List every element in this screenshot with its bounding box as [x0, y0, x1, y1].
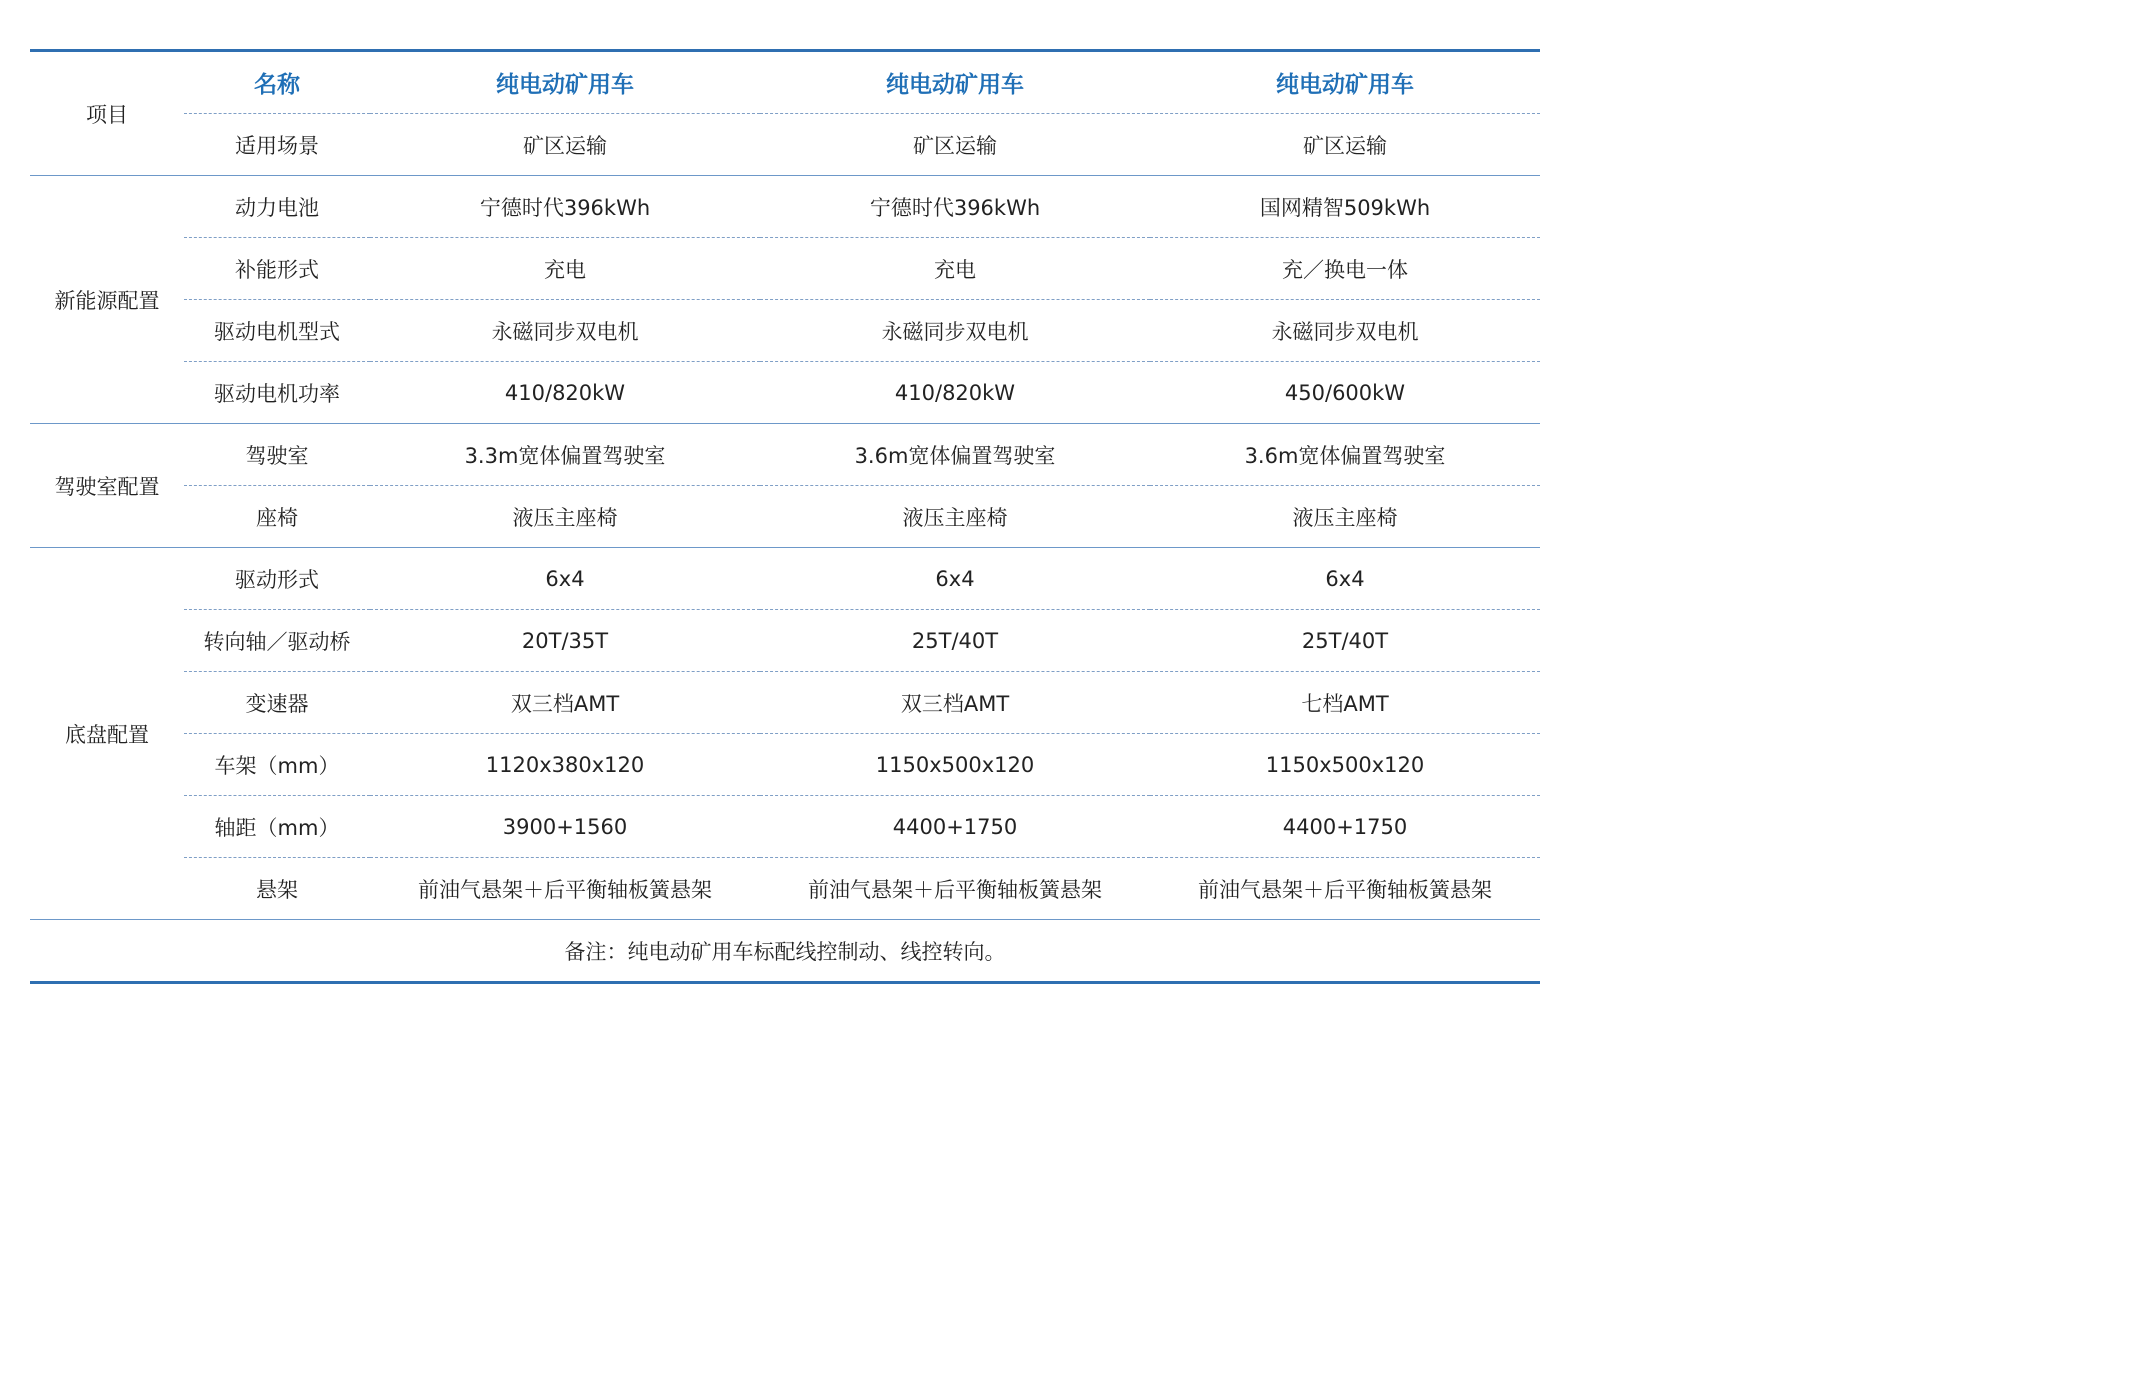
cell-value: 宁德时代396kWh — [760, 176, 1150, 238]
table-row — [30, 176, 1540, 238]
cell-value: 国网精智509kWh — [1150, 176, 1540, 238]
model-header: 纯电动矿用车 — [760, 51, 1150, 114]
spec-table — [30, 49, 1540, 984]
row-label: 驱动电机型式 — [184, 300, 370, 362]
cell-value: 4400+1750 — [1150, 796, 1540, 858]
cell-value: 410/820kW — [370, 362, 760, 424]
row-label: 驱动形式 — [184, 548, 370, 610]
row-label: 轴距（mm） — [184, 796, 370, 858]
cell-value: 6x4 — [370, 548, 760, 610]
cell-value: 410/820kW — [760, 362, 1150, 424]
row-label: 驾驶室 — [184, 424, 370, 486]
row-label: 转向轴／驱动桥 — [184, 610, 370, 672]
cell-value: 充电 — [760, 238, 1150, 300]
cell-value: 前油气悬架＋后平衡轴板簧悬架 — [760, 858, 1150, 920]
cell-value: 3.3m宽体偏置驾驶室 — [370, 424, 760, 486]
cell-value: 6x4 — [1150, 548, 1540, 610]
cell-value: 宁德时代396kWh — [370, 176, 760, 238]
cell-value: 矿区运输 — [370, 114, 760, 176]
section-group-cell: 新能源配置 — [30, 176, 184, 424]
row-label: 座椅 — [184, 486, 370, 548]
table-row — [30, 486, 1540, 548]
table-row — [30, 362, 1540, 424]
table-row — [30, 672, 1540, 734]
cell-value: 永磁同步双电机 — [760, 300, 1150, 362]
cell-value: 永磁同步双电机 — [370, 300, 760, 362]
cell-value: 液压主座椅 — [760, 486, 1150, 548]
cell-value: 矿区运输 — [760, 114, 1150, 176]
row-label: 变速器 — [184, 672, 370, 734]
row-label: 驱动电机功率 — [184, 362, 370, 424]
note-row — [30, 920, 1540, 983]
cell-value: 充电 — [370, 238, 760, 300]
cell-value: 3.6m宽体偏置驾驶室 — [760, 424, 1150, 486]
cell-value: 450/600kW — [1150, 362, 1540, 424]
model-header: 纯电动矿用车 — [1150, 51, 1540, 114]
cell-value: 液压主座椅 — [370, 486, 760, 548]
table-row — [30, 548, 1540, 610]
cell-value: 1150x500x120 — [760, 734, 1150, 796]
item-group-cell: 项目 — [30, 51, 184, 176]
table-row — [30, 858, 1540, 920]
cell-value: 25T/40T — [1150, 610, 1540, 672]
cell-value: 矿区运输 — [1150, 114, 1540, 176]
cell-value: 1120x380x120 — [370, 734, 760, 796]
table-row — [30, 300, 1540, 362]
header-row — [30, 51, 1540, 114]
model-header: 纯电动矿用车 — [370, 51, 760, 114]
cell-value: 4400+1750 — [760, 796, 1150, 858]
cell-value: 前油气悬架＋后平衡轴板簧悬架 — [370, 858, 760, 920]
cell-value: 1150x500x120 — [1150, 734, 1540, 796]
cell-value: 3900+1560 — [370, 796, 760, 858]
row-label: 适用场景 — [184, 114, 370, 176]
cell-value: 前油气悬架＋后平衡轴板簧悬架 — [1150, 858, 1540, 920]
section-group-cell: 底盘配置 — [30, 548, 184, 920]
table-row — [30, 238, 1540, 300]
row-label: 车架（mm） — [184, 734, 370, 796]
row-label: 动力电池 — [184, 176, 370, 238]
section-group-cell: 驾驶室配置 — [30, 424, 184, 548]
cell-value: 6x4 — [760, 548, 1150, 610]
cell-value: 25T/40T — [760, 610, 1150, 672]
scenario-row — [30, 114, 1540, 176]
footnote: 备注：纯电动矿用车标配线控制动、线控转向。 — [30, 920, 1540, 983]
table-row — [30, 610, 1540, 672]
row-label: 补能形式 — [184, 238, 370, 300]
table-row — [30, 734, 1540, 796]
cell-value: 双三档AMT — [760, 672, 1150, 734]
table-row — [30, 796, 1540, 858]
cell-value: 永磁同步双电机 — [1150, 300, 1540, 362]
cell-value: 3.6m宽体偏置驾驶室 — [1150, 424, 1540, 486]
table-row — [30, 424, 1540, 486]
cell-value: 七档AMT — [1150, 672, 1540, 734]
cell-value: 双三档AMT — [370, 672, 760, 734]
cell-value: 液压主座椅 — [1150, 486, 1540, 548]
cell-value: 20T/35T — [370, 610, 760, 672]
cell-value: 充／换电一体 — [1150, 238, 1540, 300]
name-header: 名称 — [184, 51, 370, 114]
row-label: 悬架 — [184, 858, 370, 920]
